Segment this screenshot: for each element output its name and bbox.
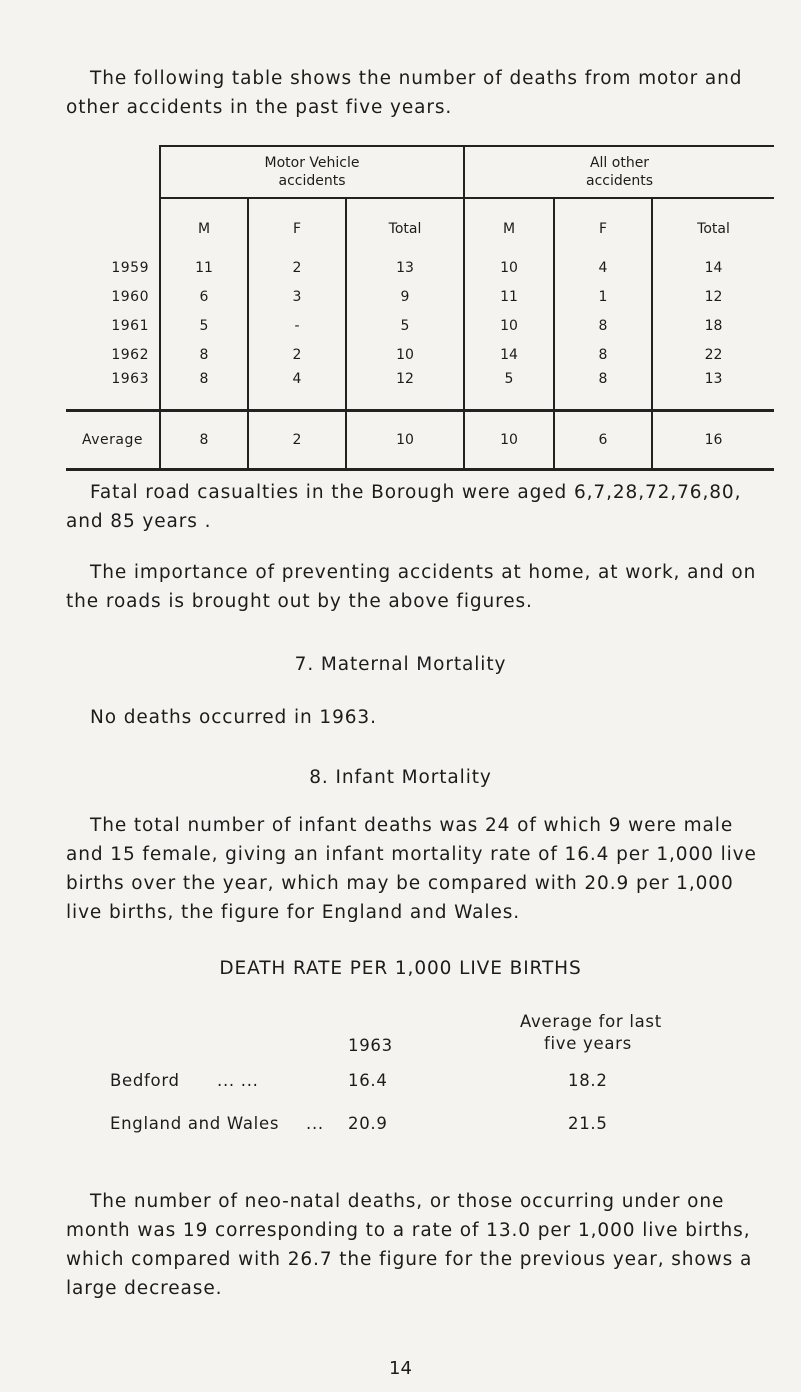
cell: 4	[248, 369, 346, 411]
cell: 5	[160, 311, 248, 340]
cell: 10	[346, 411, 464, 470]
cell: 9	[346, 282, 464, 311]
page-number: 14	[389, 1358, 412, 1379]
england-wales-1963: 20.9	[348, 1114, 388, 1133]
table-row	[66, 253, 774, 282]
neonatal-paragraph: The number of neo-natal deaths, or those occurring under one month was 19 corresponding to a rate of 13.0 per 1,000 live births, which compared with 26.7 the figure for the previous year, shows a large decrease.	[66, 1191, 753, 1299]
cell: 16	[652, 411, 774, 470]
cell: 8	[554, 340, 652, 369]
leader-dots: ... ...	[217, 1071, 259, 1090]
average-label: Average	[66, 411, 160, 470]
table-row	[66, 282, 774, 311]
cell: 2	[248, 411, 346, 470]
bedford-1963: 16.4	[348, 1071, 388, 1090]
cell: -	[248, 311, 346, 340]
cell: 14	[652, 253, 774, 282]
fatal-road-paragraph: Fatal road casualties in the Borough were aged 6,7,28,72,76,80, and 85 years .	[66, 482, 742, 532]
cell: 10	[346, 340, 464, 369]
cell: 2	[248, 340, 346, 369]
cell: 8	[554, 311, 652, 340]
section-8-heading: 8. Infant Mortality	[309, 767, 492, 788]
cell: 14	[464, 340, 554, 369]
cell: 8	[160, 340, 248, 369]
cell: 18	[652, 311, 774, 340]
england-wales-average: 21.5	[568, 1114, 608, 1133]
motor-vehicle-header: Motor Vehicle accidents	[160, 146, 464, 198]
sub-header: F	[248, 198, 346, 253]
year-header: 1963	[348, 1036, 393, 1055]
table-row	[66, 369, 774, 411]
death-rate-heading: DEATH RATE PER 1,000 LIVE BIRTHS	[219, 958, 582, 979]
accidents-table	[66, 145, 774, 471]
importance-paragraph: The importance of preventing accidents at home, at work, and on the roads is brought out by the above figures.	[66, 562, 757, 612]
cell: 2	[248, 253, 346, 282]
section-7-text: No deaths occurred in 1963.	[90, 707, 377, 728]
avg-header-line2: five years	[544, 1034, 632, 1053]
sub-header: Total	[652, 198, 774, 253]
cell: 12	[652, 282, 774, 311]
average-row	[66, 411, 774, 470]
cell: 13	[346, 253, 464, 282]
cell: 22	[652, 340, 774, 369]
leader-dots: ...	[306, 1114, 324, 1133]
cell: 12	[346, 369, 464, 411]
cell: 13	[652, 369, 774, 411]
sub-header: Total	[346, 198, 464, 253]
cell: 5	[464, 369, 554, 411]
section-8-text: The total number of infant deaths was 24 of which 9 were male and 15 female, giving an infant mortality rate of 16.4 per 1,000 live births over the year, which may be compared with 20.9 per 1,000 live births, the figure for England and Wales.	[66, 815, 757, 923]
cell: 10	[464, 311, 554, 340]
cell: 8	[160, 411, 248, 470]
section-7-heading: 7. Maternal Mortality	[294, 654, 507, 675]
cell: 11	[464, 282, 554, 311]
table-row	[66, 340, 774, 369]
cell: 8	[554, 369, 652, 411]
cell: 6	[160, 282, 248, 311]
row-year: 1962	[111, 346, 149, 363]
table-row	[66, 311, 774, 340]
row-label-england-wales: England and Wales	[110, 1114, 280, 1133]
cell: 1	[554, 282, 652, 311]
cell: 5	[346, 311, 464, 340]
sub-header: M	[464, 198, 554, 253]
cell: 10	[464, 411, 554, 470]
avg-header-line1: Average for last	[520, 1012, 662, 1031]
cell: 8	[160, 369, 248, 411]
cell: 11	[160, 253, 248, 282]
sub-header: M	[160, 198, 248, 253]
cell: 10	[464, 253, 554, 282]
sub-header: F	[554, 198, 652, 253]
cell: 3	[248, 282, 346, 311]
bedford-average: 18.2	[568, 1071, 608, 1090]
row-year: 1960	[111, 288, 149, 305]
cell: 4	[554, 253, 652, 282]
row-label-bedford: Bedford	[110, 1071, 180, 1090]
row-year: 1959	[111, 259, 149, 276]
row-year: 1963	[111, 371, 149, 387]
intro-paragraph: The following table shows the number of deaths from motor and other accidents in the past five years.	[66, 68, 743, 118]
cell: 6	[554, 411, 652, 470]
all-other-header: All other accidents	[464, 146, 774, 198]
row-year: 1961	[111, 317, 149, 334]
